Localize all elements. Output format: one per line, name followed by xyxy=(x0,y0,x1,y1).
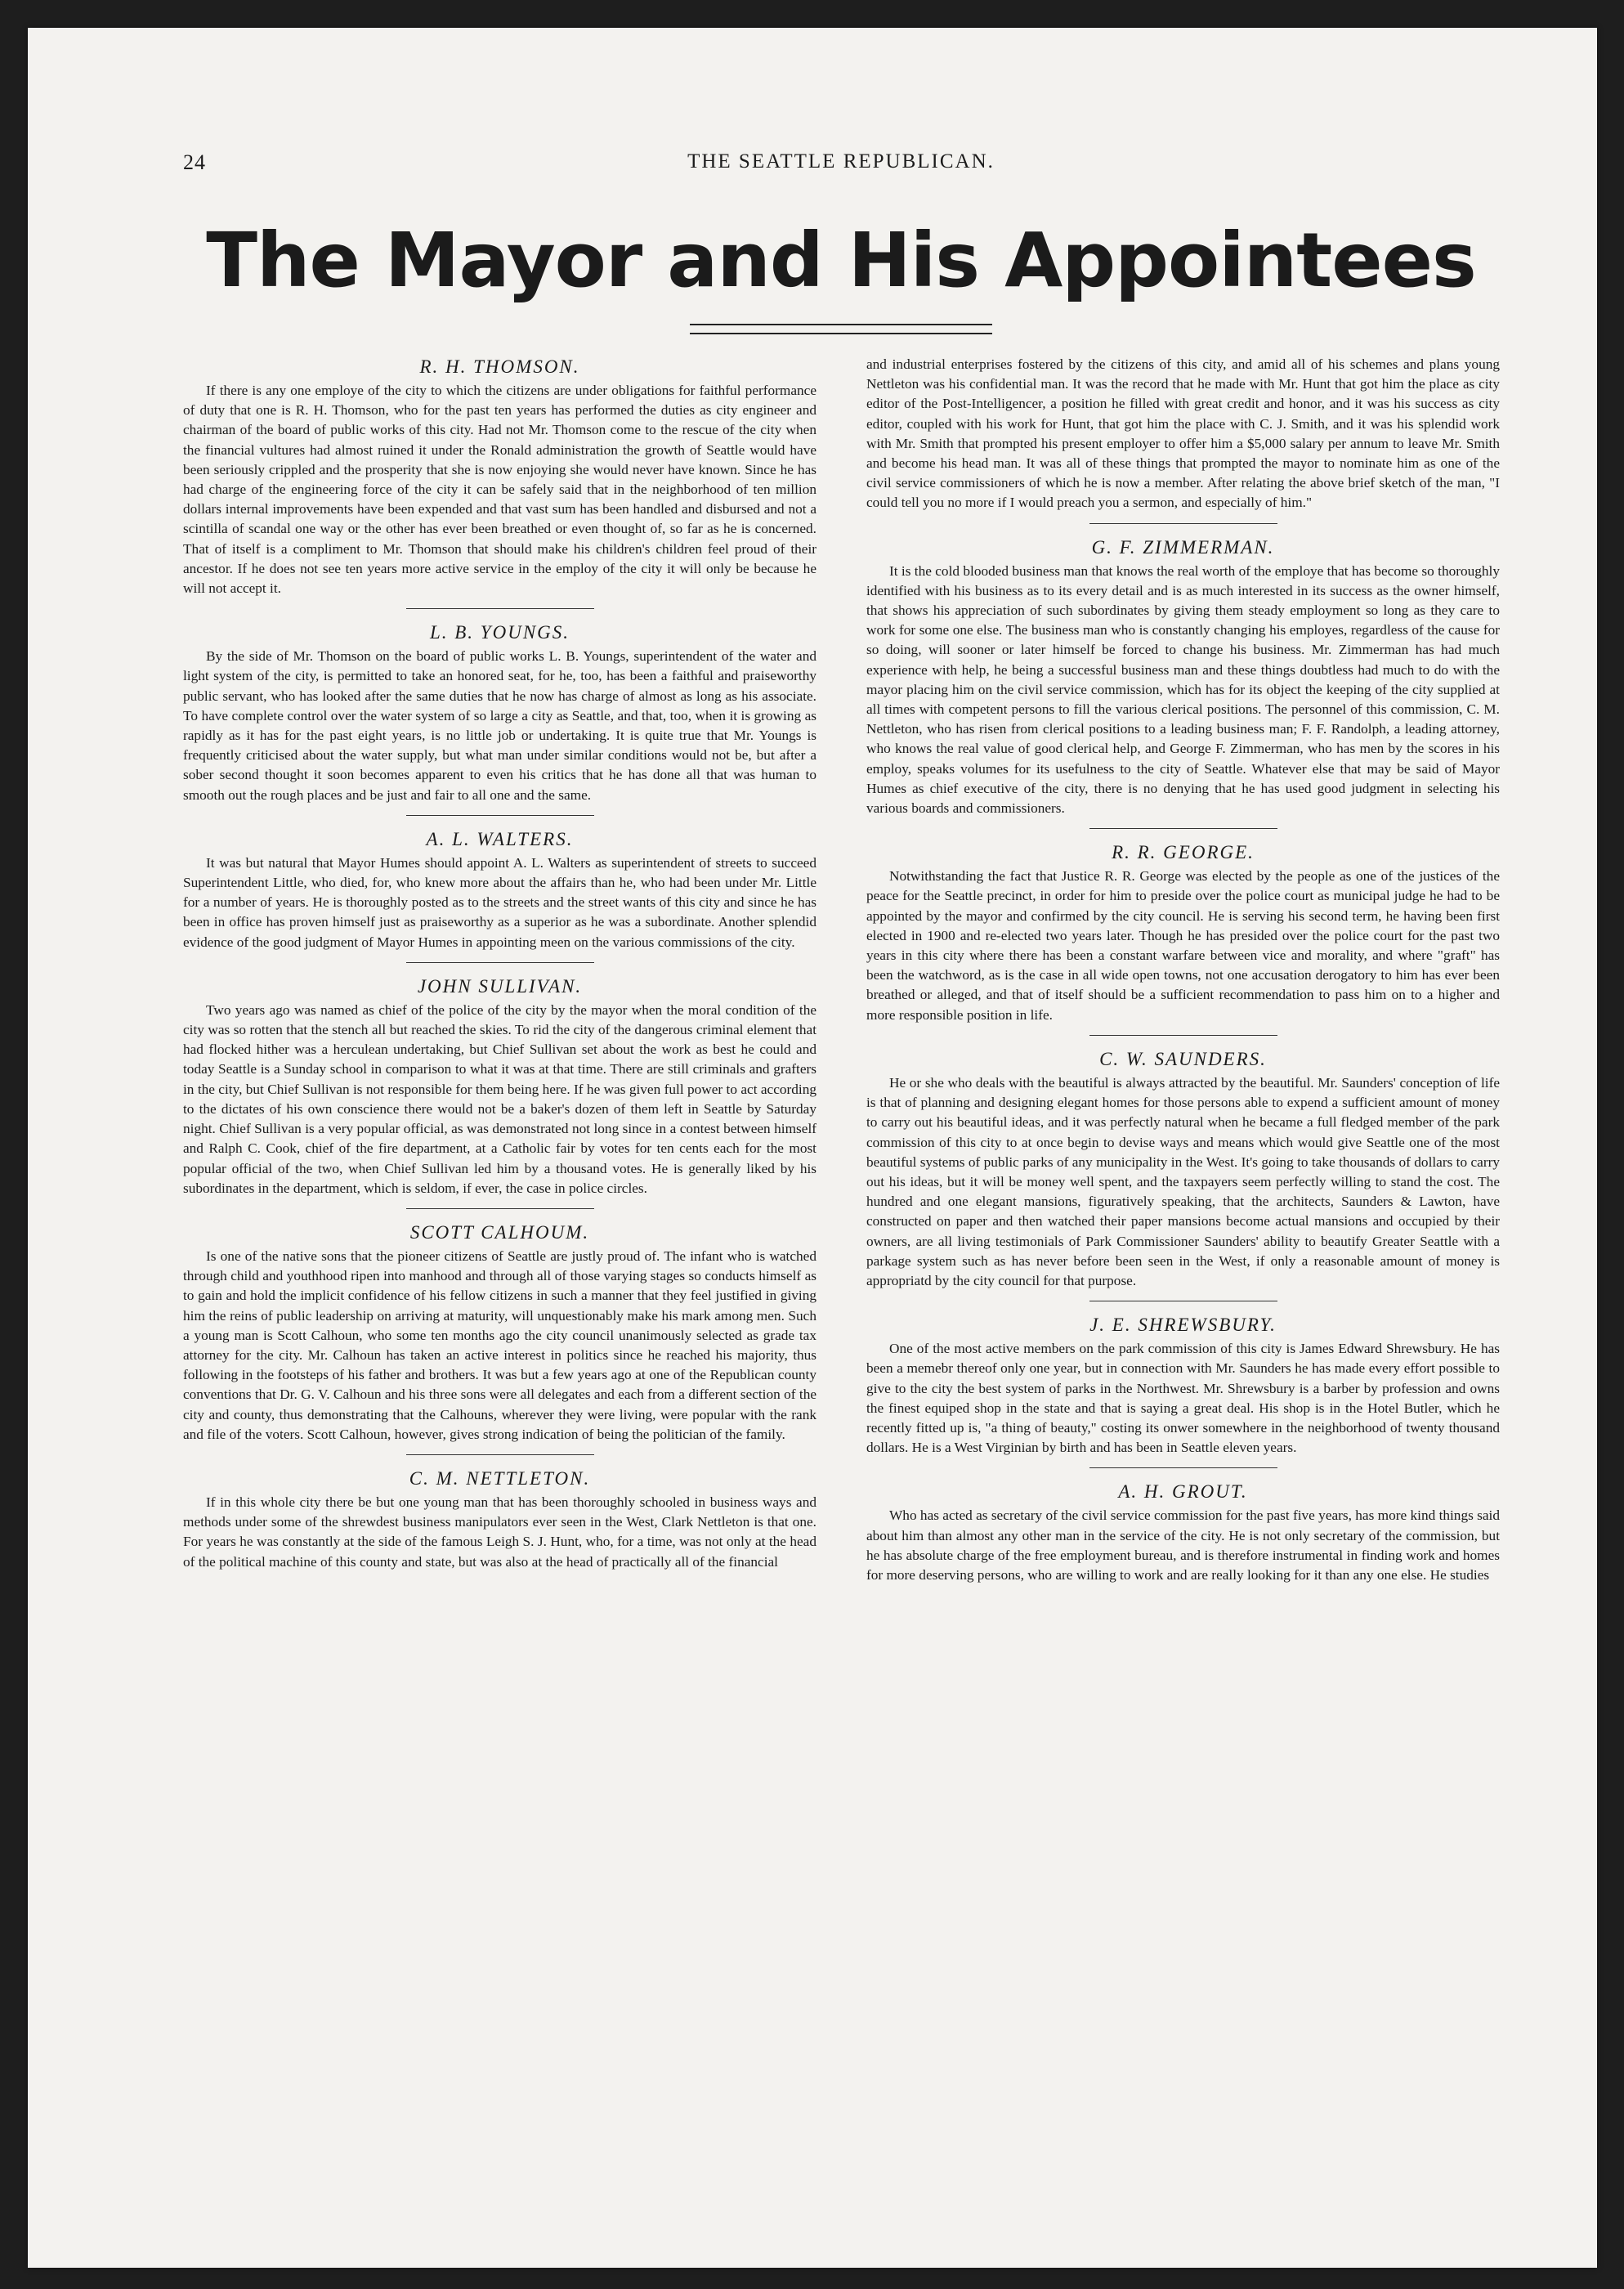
section-text: It was but natural that Mayor Humes should appoint A. L. Walters as superintendent of streets to succeed Superintendent Little, who died, for, who knew more about the affairs than he, who had been under Mr. Little for a number of years. He is thoroughly posted as to the streets and the street wants of this city and since he has been in office has proven himself just as praiseworthy as a superior as he was a subordinate. Another splendid evidence of the good judgment of Mayor Humes in appointing meen on the various commissions of the city. xyxy=(183,854,816,950)
section-heading: G. F. ZIMMERMAN. xyxy=(1091,536,1275,558)
section-text: By the side of Mr. Thomson on the board of public works L. B. Youngs, superintendent of the water and light system of the city, is permitted to take an honored seat, for he, too, has been a faithful and praiseworthy public servant, who has looked after the same duties that he now has charge of almost as long as his associate. To have complete control over the water system of so large a city as Seattle, and that, too, when it is growing as rapidly as it has for the past eight years, is no little job or undertaking. It is quite true that Mr. Youngs is frequently criticised about the water supply, but what man under similar conditions would not be, but after a sober second thought it soon becomes apparent to even his critics that he has done all that was human to smooth out the rough places and be just and fair to all one and the same. xyxy=(183,648,816,803)
section-divider xyxy=(1089,828,1277,829)
section-george xyxy=(866,840,1500,1025)
section-shrewsbury xyxy=(866,1313,1500,1458)
section-text: If in this whole city there be but one young man that has been thoroughly schooled in business ways and methods under some of the shrewdest business manipulators ever seen in the West, Clark Nettleton is that one. For years he was constantly at the side of the famous Leigh S. J. Hunt, who, for a time, was not only at the head of the political machine of this county and state, but was also at the head of practically all of the financial xyxy=(183,1494,816,1570)
section-divider xyxy=(406,962,594,963)
section-grout xyxy=(866,1480,1500,1585)
headline-double-rule xyxy=(690,324,992,334)
section-divider xyxy=(1089,1467,1277,1468)
page-headline: The Mayor and His Appointees xyxy=(206,217,1476,304)
section-heading: R. R. GEORGE. xyxy=(1112,842,1255,863)
section-heading: A. L. WALTERS. xyxy=(426,828,574,849)
section-saunders xyxy=(866,1047,1500,1291)
section-heading: C. W. SAUNDERS. xyxy=(1099,1048,1267,1069)
section-text: He or she who deals with the beautiful is always attracted by the beautiful. Mr. Saunders' conception of life is that of planning and designing elegant homes for those persons able to expend a sufficient amount of money to carry out his beautiful ideas, and it was perfectly natural when he became a full fledged member of the park commission of this city to at once begin to devise ways and means which would give Seattle one of the most beautiful systems of public parks of any municipality in the West. It's going to take thousands of dollars to carry out his ideas, but it will be money well spent, and the taxpayers seem perfectly willing to stand the cost. The hundred and one elegant mansions, figuratively speaking, that the architects, Saunders & Lawton, have constructed on paper and then watched their paper mansions become actual mansions and occupied by their owners, are all living testimonials of Park Commissioner Saunders' ability to beautify Greater Seattle with a parkage system such as has never before been seen in the West, if only a reasonable amount of money is appropriatd by the city council for that purpose. xyxy=(866,1074,1500,1288)
section-nettleton xyxy=(183,1467,816,1572)
running-head xyxy=(183,150,1499,183)
section-thomson xyxy=(183,355,816,598)
newspaper-page xyxy=(28,28,1597,2268)
section-text: It is the cold blooded business man that knows the real worth of the employe that has become so thoroughly identified with his business as to its every detail and is as much interested in its success as the owner himself, that shows his appreciation of such subordinates by giving them steady employment so long as they care to work for some one else. The business man who is constantly changing his employes, regardless of the cause for so doing, will sooner or later himself be forced to change his business. Mr. Zimmerman has had much experience with help, he being a successful business man and these things doubtless had much to do with the mayor placing him on the civil service commission, which has for its object the keeping of the city supplied at all times with competent persons to fill the various clerical positions. The personnel of this commission, C. M. Nettleton, who has risen from clerical positions to a leading business man; F. F. Randolph, a leading attorney, who knows the real value of good clerical help, and George F. Zimmerman, who has men by the scores in his employ, speaks volumes for its usefulness to the city of Seattle. Whatever else that may be said of Mayor Humes as chief executive of the city, there is no denying that he has used good judgment in selecting his various boards and commissioners. xyxy=(866,562,1500,817)
section-divider xyxy=(406,815,594,816)
section-youngs xyxy=(183,620,816,805)
left-column xyxy=(183,355,816,2219)
section-divider xyxy=(406,1208,594,1209)
section-text: If there is any one employe of the city to which the citizens are under obligations for faithful performance of duty that one is R. H. Thomson, who for the past ten years has performed the duties as city engineer and chairman of the board of public works of this city. Had not Mr. Thomson come to the rescue of the city when the financial vultures had almost ruined it under the Ronald administration the growth of Seattle would have been seriously crippled and the prosperity that she is now enjoying she would never have known. Since he has had charge of the engineering force of the city it can be safely said that in the neighborhood of ten million dollars internal improvements have been expended and that vast sum has been handled and disbursed and not a scintilla of scandal one way or the other has ever been breathed or even thought of, so far as he is concerned. That of itself is a compliment to Mr. Thomson that should make his children's children feel proud of their ancestor. If he does not see ten years more active service in the employ of the city it will only be because he will not accept it. xyxy=(183,383,816,597)
section-divider xyxy=(1089,523,1277,524)
section-divider xyxy=(406,1454,594,1455)
section-text: Is one of the native sons that the pioneer citizens of Seattle are justly proud of. The infant who is watched through child and youthhood ripen into manhood and through all of those varying stages so conducts himself as to gain and hold the implicit confidence of his fellow citizens in such a manner that they feel justified in giving him the reins of public leadership on arriving at maturity, will unquestionably make his mark among men. Such a young man is Scott Calhoun, who some ten months ago the city council unanimously selected as grade tax attorney for the city. Mr. Calhoun has taken an active interest in politics since he reached his majority, thus following in the footsteps of his father and brothers. It was but a few years ago at one of the Republican county conventions that Dr. G. V. Calhoun and his three sons were all delegates and each from a different section of the city and county, thus demonstrating that the Calhouns, wherever they were living, were popular with the rank and file of the voters. Scott Calhoun, however, gives strong indication of being the politician of the family. xyxy=(183,1248,816,1442)
section-divider xyxy=(406,608,594,609)
section-heading: SCOTT CALHOUM. xyxy=(409,1221,590,1243)
section-walters xyxy=(183,827,816,952)
page-number: 24 xyxy=(183,150,206,174)
continued-text: and industrial enterprises fostered by the citizens of this city, and amid all of his schemes and plans young Nettleton was his confidential man. It was the record that he made with Mr. Hunt that got him the place as city editor of the Post-Intelligencer, a position he filled with great credit and honor, and it was his success as city editor, coupled with his work for Hunt, that got him the place with C. J. Smith, and it was his splendid work with Mr. Smith that prompted his present employer to offer him a $5,000 salary per annum to leave Mr. Smith and become his head man. It was all of these things that prompted the mayor to nominate him as one of the civil service commissioners of which he is now a member. After relating the above brief sketch of the man, "I could tell you no more if I would preach you a sermon, and especially of him." xyxy=(866,356,1500,511)
section-calhoun xyxy=(183,1221,816,1445)
publication-name: THE SEATTLE REPUBLICAN. xyxy=(687,150,995,172)
section-zimmerman xyxy=(866,535,1500,819)
section-heading: L. B. YOUNGS. xyxy=(429,622,570,643)
section-divider xyxy=(1089,1035,1277,1036)
right-column xyxy=(866,355,1500,2219)
section-heading: JOHN SULLIVAN. xyxy=(417,975,583,997)
section-text: Two years ago was named as chief of the police of the city by the mayor when the moral condition of the city was so rotten that the stench all but reached the skies. To rid the city of the dangerous criminal element that had flocked hither was a herculean undertaking, but Chief Sullivan set about the work as best he could and today Seattle is a Sunday school in comparison to what it was at that time. There are still criminals and grafters in the city, but Chief Sullivan is not responsible for them being here. If he was given full power to act according to the dictates of his own conscience there would not be a baker's dozen of them left in Seattle by Saturday night. Chief Sullivan is a very popular official, as was demonstrated not long since in a contest between himself and Ralph C. Cook, chief of the fire department, at a Catholic fair by votes for ten cents each for the most popular official of the two, when Chief Sullivan led him by a thousand votes. He is generally liked by his subordinates in the department, which is seldom, if ever, the case in police circles. xyxy=(183,1001,816,1196)
section-heading: J. E. SHREWSBURY. xyxy=(1089,1315,1277,1336)
section-heading: C. M. NETTLETON. xyxy=(409,1467,591,1489)
section-text: One of the most active members on the park commission of this city is James Edward Shrewsbury. He has been a memebr thereof only one year, but in connection with Mr. Saunders he has made every effort possible to give to the city the best system of parks in the Northwest. Mr. Shrewsbury is a barber by profession and owns the finest equiped shop in the state and that is saying a great deal. His shop is in the Hotel Butler, which he recently fitted up is, "a thing of beauty," costing its onwer somewhere in the neighborhood of twenty thousand dollars. He is a West Virginian by birth and has been in Seattle eleven years. xyxy=(866,1341,1500,1456)
section-sullivan xyxy=(183,974,816,1198)
section-heading: R. H. THOMSON. xyxy=(419,356,580,377)
section-text: Who has acted as secretary of the civil service commission for the past five years, has more kind things said about him than almost any other man in the service of the city. He is not only secretary of the commission, but he has absolute charge of the free employment bureau, and is therefore instrumental in finding work and homes for more deserving persons, who are willing to work and are really looking for it than any one else. He studies xyxy=(866,1507,1500,1583)
section-heading: A. H. GROUT. xyxy=(1118,1481,1248,1503)
section-text: Notwithstanding the fact that Justice R. R. George was elected by the people as one of the justices of the peace for the Seattle precinct, in order for him to preside over the police court as municipal judge he had to be appointed by the mayor and confirmed by the city council. He is serving his second term, he having been first elected in 1900 and re-elected two years later. Though he has presided over the police court for the past two years in this city where there has been a constant warfare between vice and morality, and where "graft" has been the watchword, as is the case in all wide open towns, not one accusation derogatory to him has ever been breathed or alleged, and that of itself should be a sufficient recommendation to pass him on to a higher and more responsible position in life. xyxy=(866,868,1500,1023)
